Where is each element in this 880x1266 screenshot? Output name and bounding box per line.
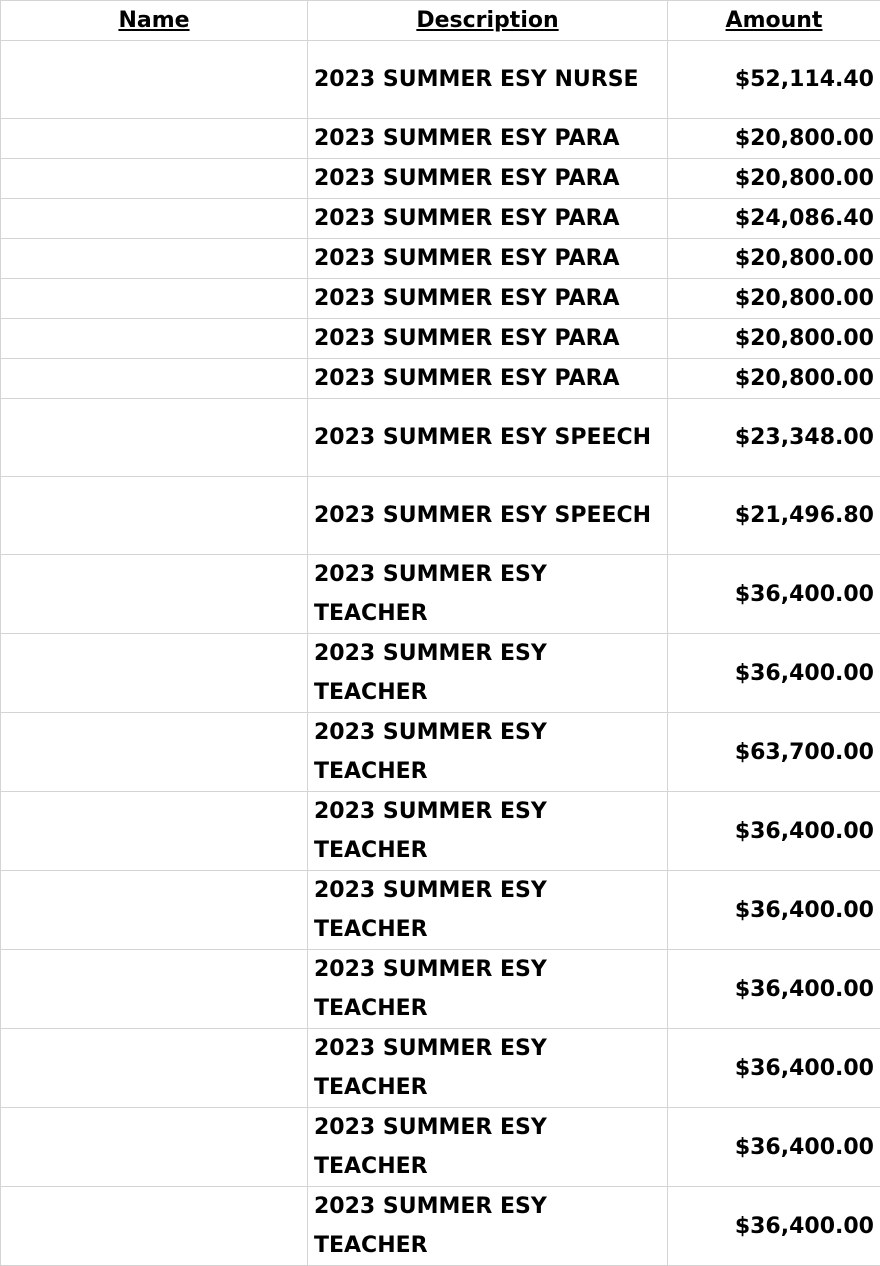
amount-cell: $36,400.00 [668, 1187, 880, 1266]
amount-cell: $20,800.00 [668, 279, 880, 319]
amount-cell: $52,114.40 [668, 41, 880, 119]
table-row [1, 1108, 880, 1187]
name-cell [1, 119, 308, 159]
amount-cell: $63,700.00 [668, 713, 880, 792]
table-row [1, 477, 880, 555]
description-cell: 2023 SUMMER ESY PARA [308, 199, 668, 239]
amount-cell: $20,800.00 [668, 319, 880, 359]
amount-cell: $36,400.00 [668, 1108, 880, 1187]
table-row [1, 871, 880, 950]
name-cell [1, 1029, 308, 1108]
description-column-header: Description [308, 1, 668, 41]
table-row [1, 319, 880, 359]
table-row [1, 792, 880, 871]
amount-cell: $36,400.00 [668, 871, 880, 950]
name-cell [1, 359, 308, 399]
amount-cell: $20,800.00 [668, 239, 880, 279]
table-row [1, 159, 880, 199]
table-row [1, 119, 880, 159]
amount-cell: $36,400.00 [668, 1029, 880, 1108]
name-cell [1, 1187, 308, 1266]
description-cell: 2023 SUMMER ESY TEACHER [308, 792, 668, 871]
amount-cell: $36,400.00 [668, 950, 880, 1029]
name-cell [1, 555, 308, 634]
description-cell: 2023 SUMMER ESY PARA [308, 159, 668, 199]
table-row [1, 1187, 880, 1266]
description-cell: 2023 SUMMER ESY TEACHER [308, 1029, 668, 1108]
name-cell [1, 279, 308, 319]
table-row [1, 1029, 880, 1108]
name-cell [1, 199, 308, 239]
description-cell: 2023 SUMMER ESY TEACHER [308, 1108, 668, 1187]
table-row [1, 359, 880, 399]
description-cell: 2023 SUMMER ESY TEACHER [308, 713, 668, 792]
description-cell: 2023 SUMMER ESY TEACHER [308, 950, 668, 1029]
table-row [1, 713, 880, 792]
name-cell [1, 399, 308, 477]
name-cell [1, 239, 308, 279]
amount-cell: $21,496.80 [668, 477, 880, 555]
amount-cell: $20,800.00 [668, 159, 880, 199]
amount-cell: $20,800.00 [668, 359, 880, 399]
amount-cell: $24,086.40 [668, 199, 880, 239]
name-column-header: Name [1, 1, 308, 41]
table-row [1, 950, 880, 1029]
table-row [1, 555, 880, 634]
table-row [1, 634, 880, 713]
name-cell [1, 1108, 308, 1187]
name-cell [1, 871, 308, 950]
table-row [1, 239, 880, 279]
name-cell [1, 319, 308, 359]
description-cell: 2023 SUMMER ESY PARA [308, 239, 668, 279]
description-cell: 2023 SUMMER ESY PARA [308, 119, 668, 159]
table-row [1, 199, 880, 239]
description-cell: 2023 SUMMER ESY PARA [308, 359, 668, 399]
description-cell: 2023 SUMMER ESY SPEECH [308, 399, 668, 477]
description-cell: 2023 SUMMER ESY SPEECH [308, 477, 668, 555]
name-cell [1, 41, 308, 119]
description-cell: 2023 SUMMER ESY TEACHER [308, 634, 668, 713]
header-row [1, 1, 880, 41]
table-row [1, 41, 880, 119]
description-cell: 2023 SUMMER ESY TEACHER [308, 871, 668, 950]
name-cell [1, 713, 308, 792]
amount-cell: $23,348.00 [668, 399, 880, 477]
table-row [1, 399, 880, 477]
table-row [1, 279, 880, 319]
amount-cell: $36,400.00 [668, 792, 880, 871]
amount-column-header: Amount [668, 1, 880, 41]
description-cell: 2023 SUMMER ESY NURSE [308, 41, 668, 119]
name-cell [1, 634, 308, 713]
description-cell: 2023 SUMMER ESY PARA [308, 279, 668, 319]
name-cell [1, 950, 308, 1029]
name-cell [1, 792, 308, 871]
amount-cell: $20,800.00 [668, 119, 880, 159]
amount-cell: $36,400.00 [668, 555, 880, 634]
name-cell [1, 159, 308, 199]
description-cell: 2023 SUMMER ESY TEACHER [308, 1187, 668, 1266]
name-cell [1, 477, 308, 555]
description-cell: 2023 SUMMER ESY PARA [308, 319, 668, 359]
description-cell: 2023 SUMMER ESY TEACHER [308, 555, 668, 634]
amount-cell: $36,400.00 [668, 634, 880, 713]
